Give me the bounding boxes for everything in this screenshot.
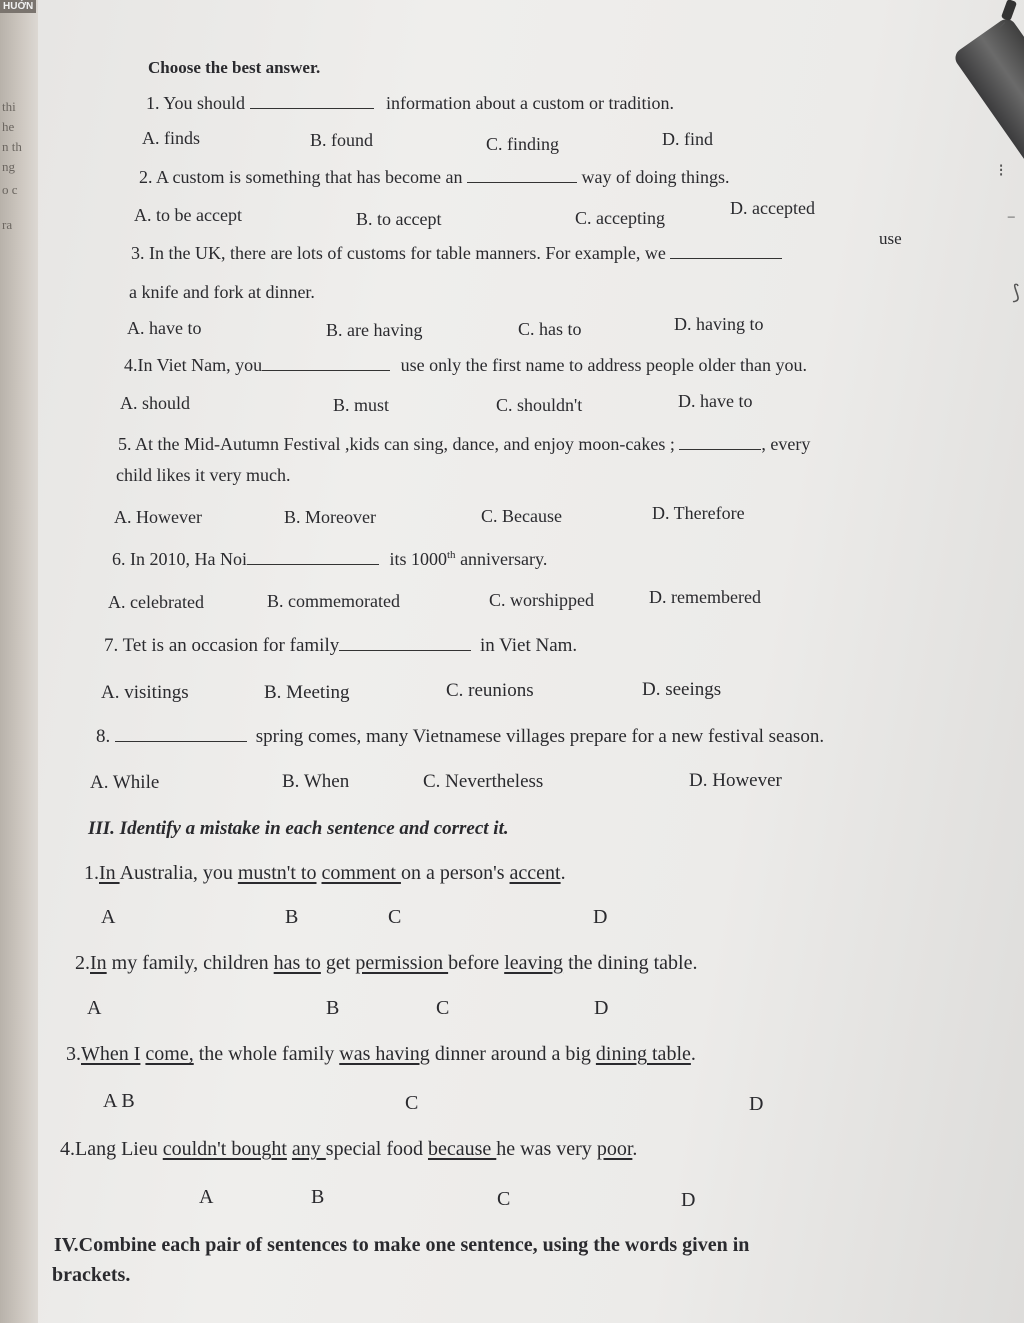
corner-tag: HUỚN xyxy=(0,0,36,13)
letter-label: C xyxy=(388,906,402,928)
margin-mark: ⟆ xyxy=(1012,280,1020,304)
option: A. However xyxy=(114,507,202,527)
question-6: 6. In 2010, Ha Noi its 1000th anniversary. xyxy=(112,549,548,569)
option: D. have to xyxy=(678,391,753,411)
option: A. finds xyxy=(142,128,200,148)
option: A. visitings xyxy=(101,682,189,703)
question-1: 1. You should information about a custom or tradition. xyxy=(146,93,674,113)
option: A. should xyxy=(120,393,191,413)
margin-mark: ⁝ xyxy=(998,160,1004,181)
instruction: Choose the best answer. xyxy=(148,58,321,77)
mistake-sentence-1: 1.In Australia, you mustn't to comment on a person's accent. xyxy=(84,862,566,884)
mistake-sentence-3: 3.When I come, the whole family was having dinner around a big dining table. xyxy=(66,1043,696,1065)
option: D. Therefore xyxy=(652,503,745,523)
option: B. When xyxy=(282,771,350,792)
letter-label: C xyxy=(436,997,450,1019)
letter-label: D xyxy=(593,906,608,928)
answer-blank xyxy=(339,634,471,651)
section-4-heading-continuation: brackets. xyxy=(52,1264,131,1286)
option: C. finding xyxy=(486,134,560,154)
option: A. have to xyxy=(127,318,202,338)
option: C. shouldn't xyxy=(496,395,583,415)
option: C. reunions xyxy=(446,680,534,701)
question-8: 8. spring comes, many Vietnamese villages prepare for a new festival season. xyxy=(96,726,825,747)
edge-fragment: he xyxy=(2,119,15,134)
option: C. worshipped xyxy=(489,590,594,610)
option: C. Nevertheless xyxy=(423,771,544,792)
option: B. to accept xyxy=(356,209,442,229)
letter-label: D xyxy=(749,1093,764,1115)
question-7: 7. Tet is an occasion for family in Viet Nam. xyxy=(104,635,578,656)
option: C. Because xyxy=(481,506,562,526)
answer-blank xyxy=(115,725,247,742)
letter-label: B xyxy=(311,1186,325,1208)
question-5: 5. At the Mid-Autumn Festival ,kids can sing, dance, and enjoy moon-cakes ; , every xyxy=(118,434,811,454)
pen-image xyxy=(952,15,1024,194)
option: B. Meeting xyxy=(264,682,350,703)
mistake-sentence-4: 4.Lang Lieu couldn't bought any special food because he was very poor. xyxy=(60,1138,638,1160)
question-3: 3. In the UK, there are lots of customs for table manners. For example, we xyxy=(131,242,782,264)
option: B. must xyxy=(333,395,390,415)
answer-blank xyxy=(467,166,577,183)
question-2: 2. A custom is something that has become an way of doing things. xyxy=(139,167,730,187)
option: A. While xyxy=(90,772,160,793)
option: B. commemorated xyxy=(267,591,400,611)
question-3-continuation: a knife and fork at dinner. xyxy=(129,282,315,302)
option: C. has to xyxy=(518,319,582,339)
option: C. accepting xyxy=(575,208,665,228)
margin-mark: ⁻ xyxy=(1006,210,1016,231)
option: D. find xyxy=(662,129,713,149)
option: B. Moreover xyxy=(284,507,376,527)
mistake-sentence-2: 2.In my family, children has to get permission before leaving the dining table. xyxy=(75,952,698,974)
letter-label: B xyxy=(326,997,340,1019)
option: D. remembered xyxy=(649,587,761,607)
option: D. having to xyxy=(674,314,764,334)
option: A. to be accept xyxy=(134,205,242,225)
option: D. seeings xyxy=(642,679,722,700)
question-4: 4.In Viet Nam, you use only the first name to address people older than you. xyxy=(124,355,807,375)
answer-blank xyxy=(250,92,374,109)
section-4-heading: IV.Combine each pair of sentences to make one sentence, using the words given in xyxy=(54,1234,750,1256)
letter-label: B xyxy=(285,906,299,928)
option: B. are having xyxy=(326,320,423,340)
letter-label: D xyxy=(594,997,609,1019)
question-5-continuation: child likes it very much. xyxy=(116,465,291,485)
option: A. celebrated xyxy=(108,592,204,612)
section-3-heading: III. Identify a mistake in each sentence and correct it. xyxy=(88,818,509,839)
letter-label: A xyxy=(101,906,116,928)
adjacent-page-edge xyxy=(0,0,38,1323)
answer-blank xyxy=(247,548,379,565)
option: B. found xyxy=(310,130,373,150)
edge-fragment: o c xyxy=(2,182,18,197)
option: D. However xyxy=(689,770,782,791)
question-3-tail: use xyxy=(879,229,902,248)
letter-label: C xyxy=(497,1188,511,1210)
option: D. accepted xyxy=(730,198,815,218)
answer-blank xyxy=(670,242,782,259)
edge-fragment: n th xyxy=(2,139,22,154)
margin-mark: ⸝ xyxy=(997,12,1006,31)
answer-blank xyxy=(262,354,390,371)
letter-label: A xyxy=(87,997,102,1019)
letter-label: D xyxy=(681,1189,696,1211)
edge-fragment: ra xyxy=(2,217,13,232)
letter-label: A xyxy=(199,1186,214,1208)
letter-label: C xyxy=(405,1092,419,1114)
edge-fragment: thi xyxy=(2,99,16,114)
edge-fragment: ng xyxy=(2,159,15,174)
answer-blank xyxy=(679,433,761,450)
letter-label: A B xyxy=(103,1090,135,1112)
